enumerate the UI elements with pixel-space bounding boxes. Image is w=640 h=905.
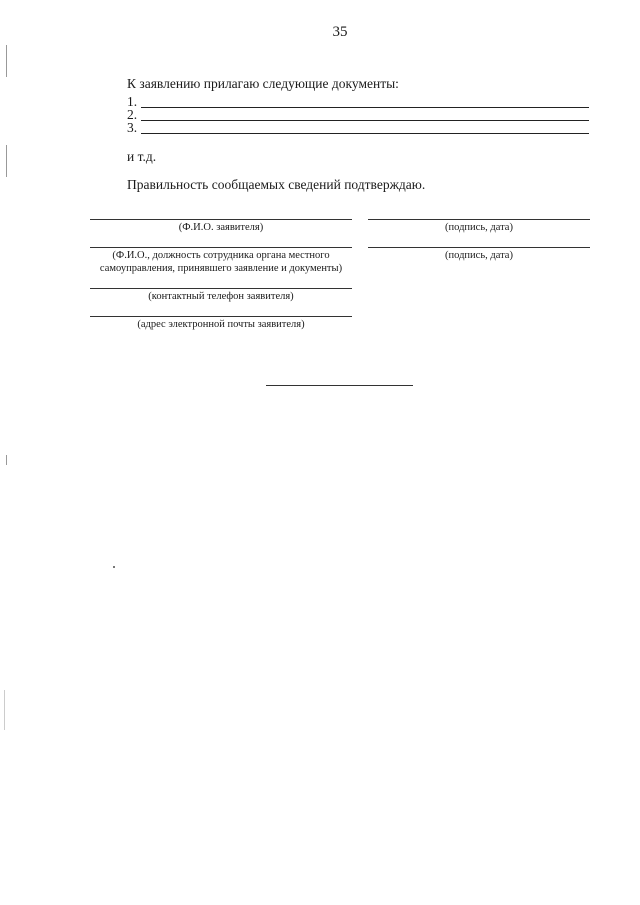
document-number: 2.	[127, 107, 138, 122]
document-line-3	[127, 120, 589, 136]
scan-artifact	[113, 566, 115, 568]
page-number: 35	[332, 24, 348, 40]
email-line	[90, 316, 352, 317]
applicant-name-line	[90, 219, 352, 220]
scan-artifact	[6, 145, 7, 177]
document-number: 1.	[127, 94, 138, 109]
applicant-signature-caption: (подпись, дата)	[445, 222, 513, 233]
document-number: 3.	[127, 120, 138, 135]
officer-caption	[80, 249, 362, 275]
phone-caption: (контактный телефон заявителя)	[148, 291, 294, 302]
scan-artifact	[6, 45, 7, 77]
officer-caption-line-2: самоуправления, принявшего заявление и документы)	[99, 263, 343, 274]
applicant-name-caption: (Ф.И.О. заявителя)	[178, 222, 264, 233]
etc-text: и т.д.	[127, 149, 157, 164]
attachments-intro: К заявлению прилагаю следующие документы:	[127, 76, 399, 91]
officer-caption-line-1: (Ф.И.О., должность сотрудника органа местного	[112, 250, 330, 261]
end-divider	[266, 385, 413, 386]
officer-name-line	[90, 247, 352, 248]
applicant-signature-line	[368, 219, 590, 220]
phone-line	[90, 288, 352, 289]
officer-signature-line	[368, 247, 590, 248]
confirmation-statement: Правильность сообщаемых сведений подтверждаю.	[127, 177, 426, 192]
scan-artifact	[4, 690, 5, 730]
blank-line	[141, 133, 589, 134]
officer-signature-caption: (подпись, дата)	[445, 250, 513, 261]
scan-artifact	[6, 455, 7, 465]
email-caption: (адрес электронной почты заявителя)	[137, 319, 305, 330]
